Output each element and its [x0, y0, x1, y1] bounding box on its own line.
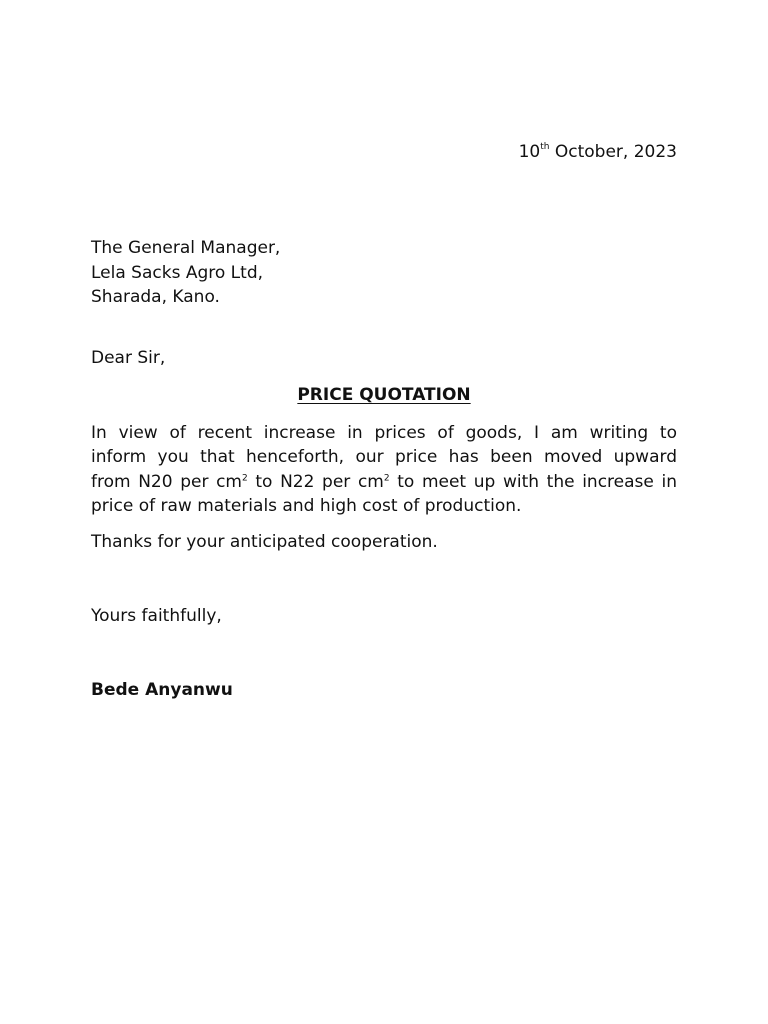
date-month-year: October, 2023 [549, 142, 677, 162]
closing-line: Yours faithfully, [91, 606, 222, 626]
recipient-location: Sharada, Kano. [91, 287, 220, 307]
signatory-name: Bede Anyanwu [91, 680, 233, 700]
recipient-address [91, 236, 280, 310]
date-ordinal-suffix: th [540, 142, 550, 153]
body-line-3 [91, 470, 677, 494]
body-line-2: inform you that henceforth, our price has been moved upward [91, 447, 677, 468]
body-paragraph [91, 421, 677, 518]
superscript-squared-1: 2 [241, 472, 248, 483]
letter-date [519, 140, 677, 164]
superscript-squared-2: 2 [383, 472, 390, 483]
body-line-3-part-3: to meet up with the increase in [389, 471, 677, 492]
date-day: 10 [518, 142, 541, 162]
salutation: Dear Sir, [91, 348, 166, 368]
thanks-line: Thanks for your anticipated cooperation. [91, 532, 438, 552]
recipient-title: The General Manager, [91, 238, 281, 258]
body-line-1: In view of recent increase in prices of goods, I am writing to [91, 423, 677, 443]
body-line-3-part-1: from N20 per cm [91, 471, 242, 492]
body-line-3-part-2: to N22 per cm [247, 471, 384, 492]
recipient-company: Lela Sacks Agro Ltd, [91, 262, 264, 283]
subject-heading: PRICE QUOTATION [297, 385, 471, 405]
body-line-4: price of raw materials and high cost of production. [91, 495, 522, 516]
